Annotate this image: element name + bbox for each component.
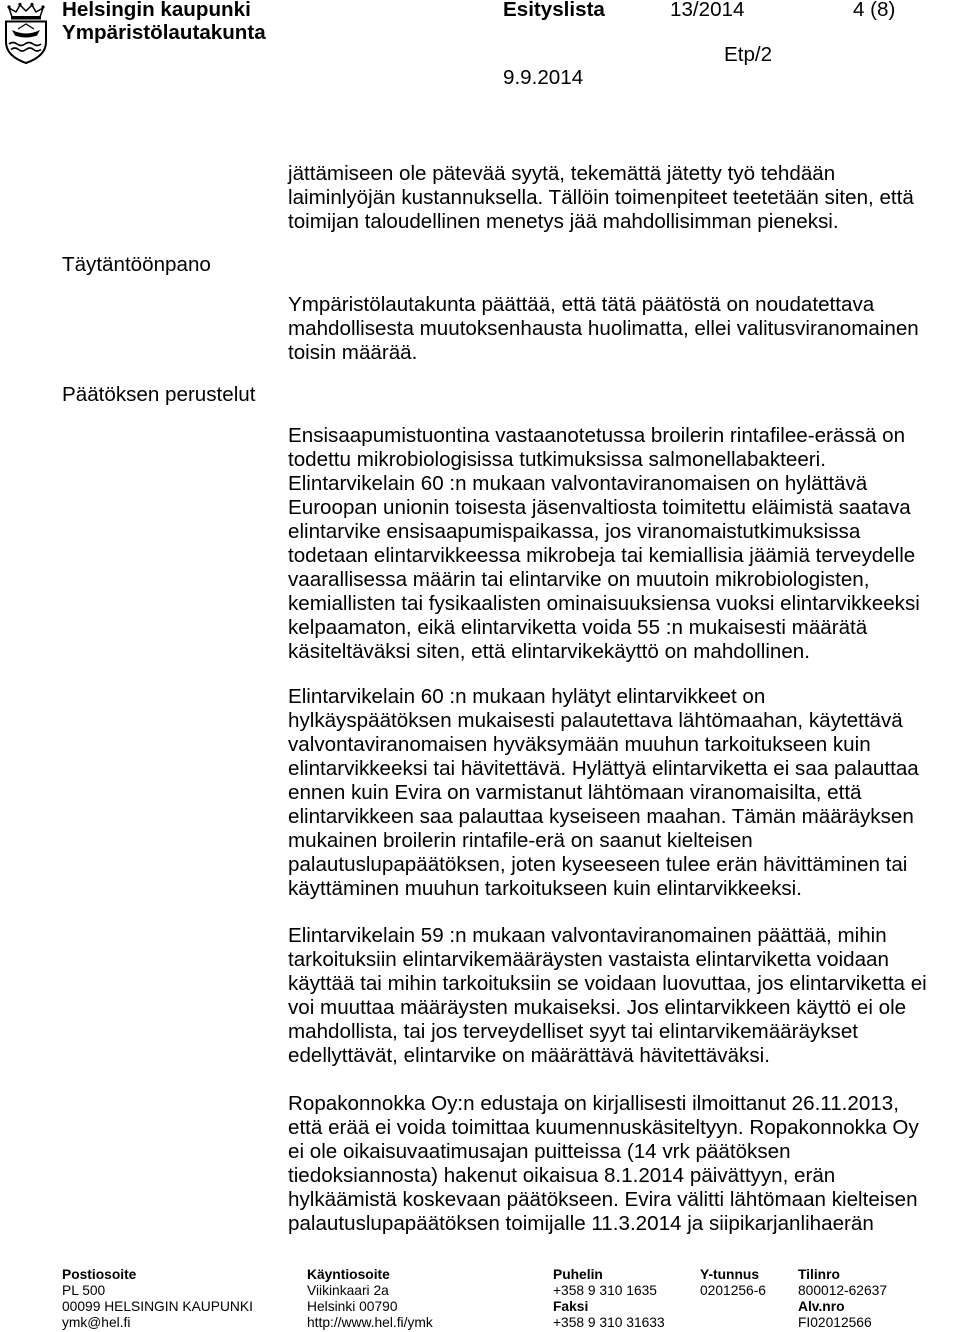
helsinki-crest-logo — [3, 2, 49, 64]
paragraph — [288, 924, 927, 1068]
fax-label: Faksi — [553, 1299, 589, 1314]
text-line: todettu mikrobiologisissa tutkimuksissa salmonellabakteeri. — [288, 448, 826, 471]
text-line: että erää ei voida toimittaa kuumennuskäsiteltyyn. Ropakonnokka Oy — [288, 1116, 919, 1139]
text-line: Ympäristölautakunta päättää, että tätä päätöstä on noudatettava — [288, 293, 875, 316]
account-column — [798, 1267, 887, 1331]
visiting-address-column — [307, 1267, 433, 1331]
text-line: mahdollista, tai jos terveydelliset syyt tai elintarvikemääräykset — [288, 1020, 858, 1043]
street-address: Viikinkaari 2a — [307, 1283, 389, 1298]
text-line: Elintarvikelain 59 :n mukaan valvontaviranomainen päättää, mihin — [288, 924, 887, 947]
text-line: käyttäminen muuhun tarkoitukseen kuin elintarvikkeeksi. — [288, 877, 802, 900]
text-line: Elintarvikelain 60 :n mukaan hylätyt elintarvikkeet on — [288, 685, 766, 708]
phone-number: +358 9 310 1635 — [553, 1283, 657, 1298]
text-line: edellyttävät, elintarvike on määrättävä hävitettäväksi. — [288, 1044, 770, 1067]
business-id: 0201256-6 — [700, 1283, 766, 1298]
paragraph — [288, 424, 920, 664]
text-line: ennen kuin Evira on varmistanut lähtömaan viranomaisilta, että — [288, 781, 862, 804]
text-line: Elintarvikelain 60 :n mukaan valvontaviranomaisen on hylättävä — [288, 472, 868, 495]
fax-number: +358 9 310 31633 — [553, 1315, 665, 1330]
text-line: Ensisaapumistuontina vastaanotetussa broilerin rintafilee-erässä on — [288, 424, 906, 447]
postal-address-label: Postiosoite — [62, 1267, 137, 1282]
text-line: elintarvike ensisaapumispaikassa, jos viranomaistutkimuksissa — [288, 520, 861, 543]
section-heading: Päätöksen perustelut — [62, 383, 256, 406]
paragraph — [288, 1092, 919, 1236]
email-address: ymk@hel.fi — [62, 1315, 131, 1330]
text-line: käsiteltäväksi siten, että elintarvikekäyttö on mahdollinen. — [288, 640, 810, 663]
phone-label: Puhelin — [553, 1267, 603, 1282]
text-line: mukainen broilerin rintafile-erä on saanut kielteisen — [288, 829, 753, 852]
section-heading: Täytäntöönpano — [62, 253, 211, 276]
account-number-label: Tilinro — [798, 1267, 840, 1282]
text-line: kemiallisten tai fysikaalisten ominaisuuksiensa vuoksi elintarvikkeeksi — [288, 592, 920, 615]
continued-paragraph — [288, 162, 914, 234]
paragraph — [288, 293, 919, 365]
vat-number: FI02012566 — [798, 1315, 872, 1330]
text-line: mahdollisesta muutoksenhausta huolimatta, ellei valitusviranomainen — [288, 317, 919, 340]
text-line: voi muuttaa määräysten mukaiseksi. Jos elintarvikkeen käyttö ei ole — [288, 996, 907, 1019]
text-line: hylkäämistä koskevaan päätökseen. Evira välitti lähtömaan kielteisen — [288, 1188, 918, 1211]
visiting-address-label: Käyntiosoite — [307, 1267, 390, 1282]
board-name: Ympäristölautakunta — [62, 21, 266, 44]
text-line: ei ole oikaisuvaatimusajan puitteissa (14 vrk päätöksen — [288, 1140, 791, 1163]
postal-code-city: 00099 HELSINGIN KAUPUNKI — [62, 1299, 253, 1314]
text-line: toisin määrää. — [288, 341, 418, 364]
postal-box: PL 500 — [62, 1283, 106, 1298]
text-line: jättämiseen ole pätevää syytä, tekemättä jätetty työ tehdään — [288, 162, 836, 185]
text-line: kelpaamaton, eikä elintarviketta voida 55 :n mukaisesti määrätä — [288, 616, 868, 639]
document-type: Esityslista — [503, 0, 605, 21]
business-id-label: Y-tunnus — [700, 1267, 760, 1282]
paragraph — [288, 685, 919, 901]
text-line: tarkoituksiin elintarvikemääräysten vastaista elintarviketta voidaan — [288, 948, 889, 971]
text-line: tiedoksiannosta) hakenut oikaisua 8.1.2014 päivättyyn, erän — [288, 1164, 836, 1187]
text-line: elintarvikkeen saa palauttaa kyseiseen maahan. Tämän määräyksen — [288, 805, 914, 828]
organization-name: Helsingin kaupunki — [62, 0, 251, 21]
text-line: palautuslupapäätöksen toimijalle 11.3.2014 ja siipikarjanlihaerän — [288, 1212, 874, 1235]
text-line: elintarvikkeeksi tai hävitettävä. Hylättyä elintarviketta ei saa palauttaa — [288, 757, 919, 780]
visiting-postcode-city: Helsinki 00790 — [307, 1299, 398, 1314]
text-line: todetaan elintarvikkeessa mikrobeja tai kemiallisia jäämiä terveydelle — [288, 544, 916, 567]
text-line: palautuslupapäätöksen, joten kyseeseen tulee erän hävittäminen tai — [288, 853, 908, 876]
text-line: Euroopan unionin toisesta jäsenvaltiosta toimitettu eläimistä saatava — [288, 496, 911, 519]
text-line: toimijan taloudellinen menetys jää mahdollisimman pieneksi. — [288, 210, 839, 233]
helsinki-crest-icon — [3, 2, 49, 64]
business-id-column — [700, 1267, 766, 1299]
text-line: käyttää tai mihin tarkoituksiin se voidaan luovuttaa, jos elintarviketta ei — [288, 972, 927, 995]
meeting-number: 13/2014 — [670, 0, 745, 21]
text-line: hylkäyspäätöksen mukaisesti palautettava lähtömaahan, käytettävä — [288, 709, 903, 732]
vat-number-label: Alv.nro — [798, 1299, 845, 1314]
agenda-item-ref: Etp/2 — [724, 43, 773, 66]
page-number: 4 (8) — [853, 0, 896, 21]
phone-column — [553, 1267, 665, 1331]
website-url: http://www.hel.fi/ymk — [307, 1315, 433, 1330]
text-line: vaarallisessa määrin tai elintarvike on muutoin mikrobiologisten, — [288, 568, 870, 591]
text-line: Ropakonnokka Oy:n edustaja on kirjallisesti ilmoittanut 26.11.2013, — [288, 1092, 899, 1115]
postal-address-column — [62, 1267, 253, 1331]
text-line: valvontaviranomaisen hyväksymään muuhun tarkoitukseen kuin — [288, 733, 871, 756]
text-line: laiminlyöjän kustannuksella. Tällöin toimenpiteet teetetään siten, että — [288, 186, 914, 209]
meeting-date: 9.9.2014 — [503, 66, 584, 89]
account-number: 800012-62637 — [798, 1283, 887, 1298]
